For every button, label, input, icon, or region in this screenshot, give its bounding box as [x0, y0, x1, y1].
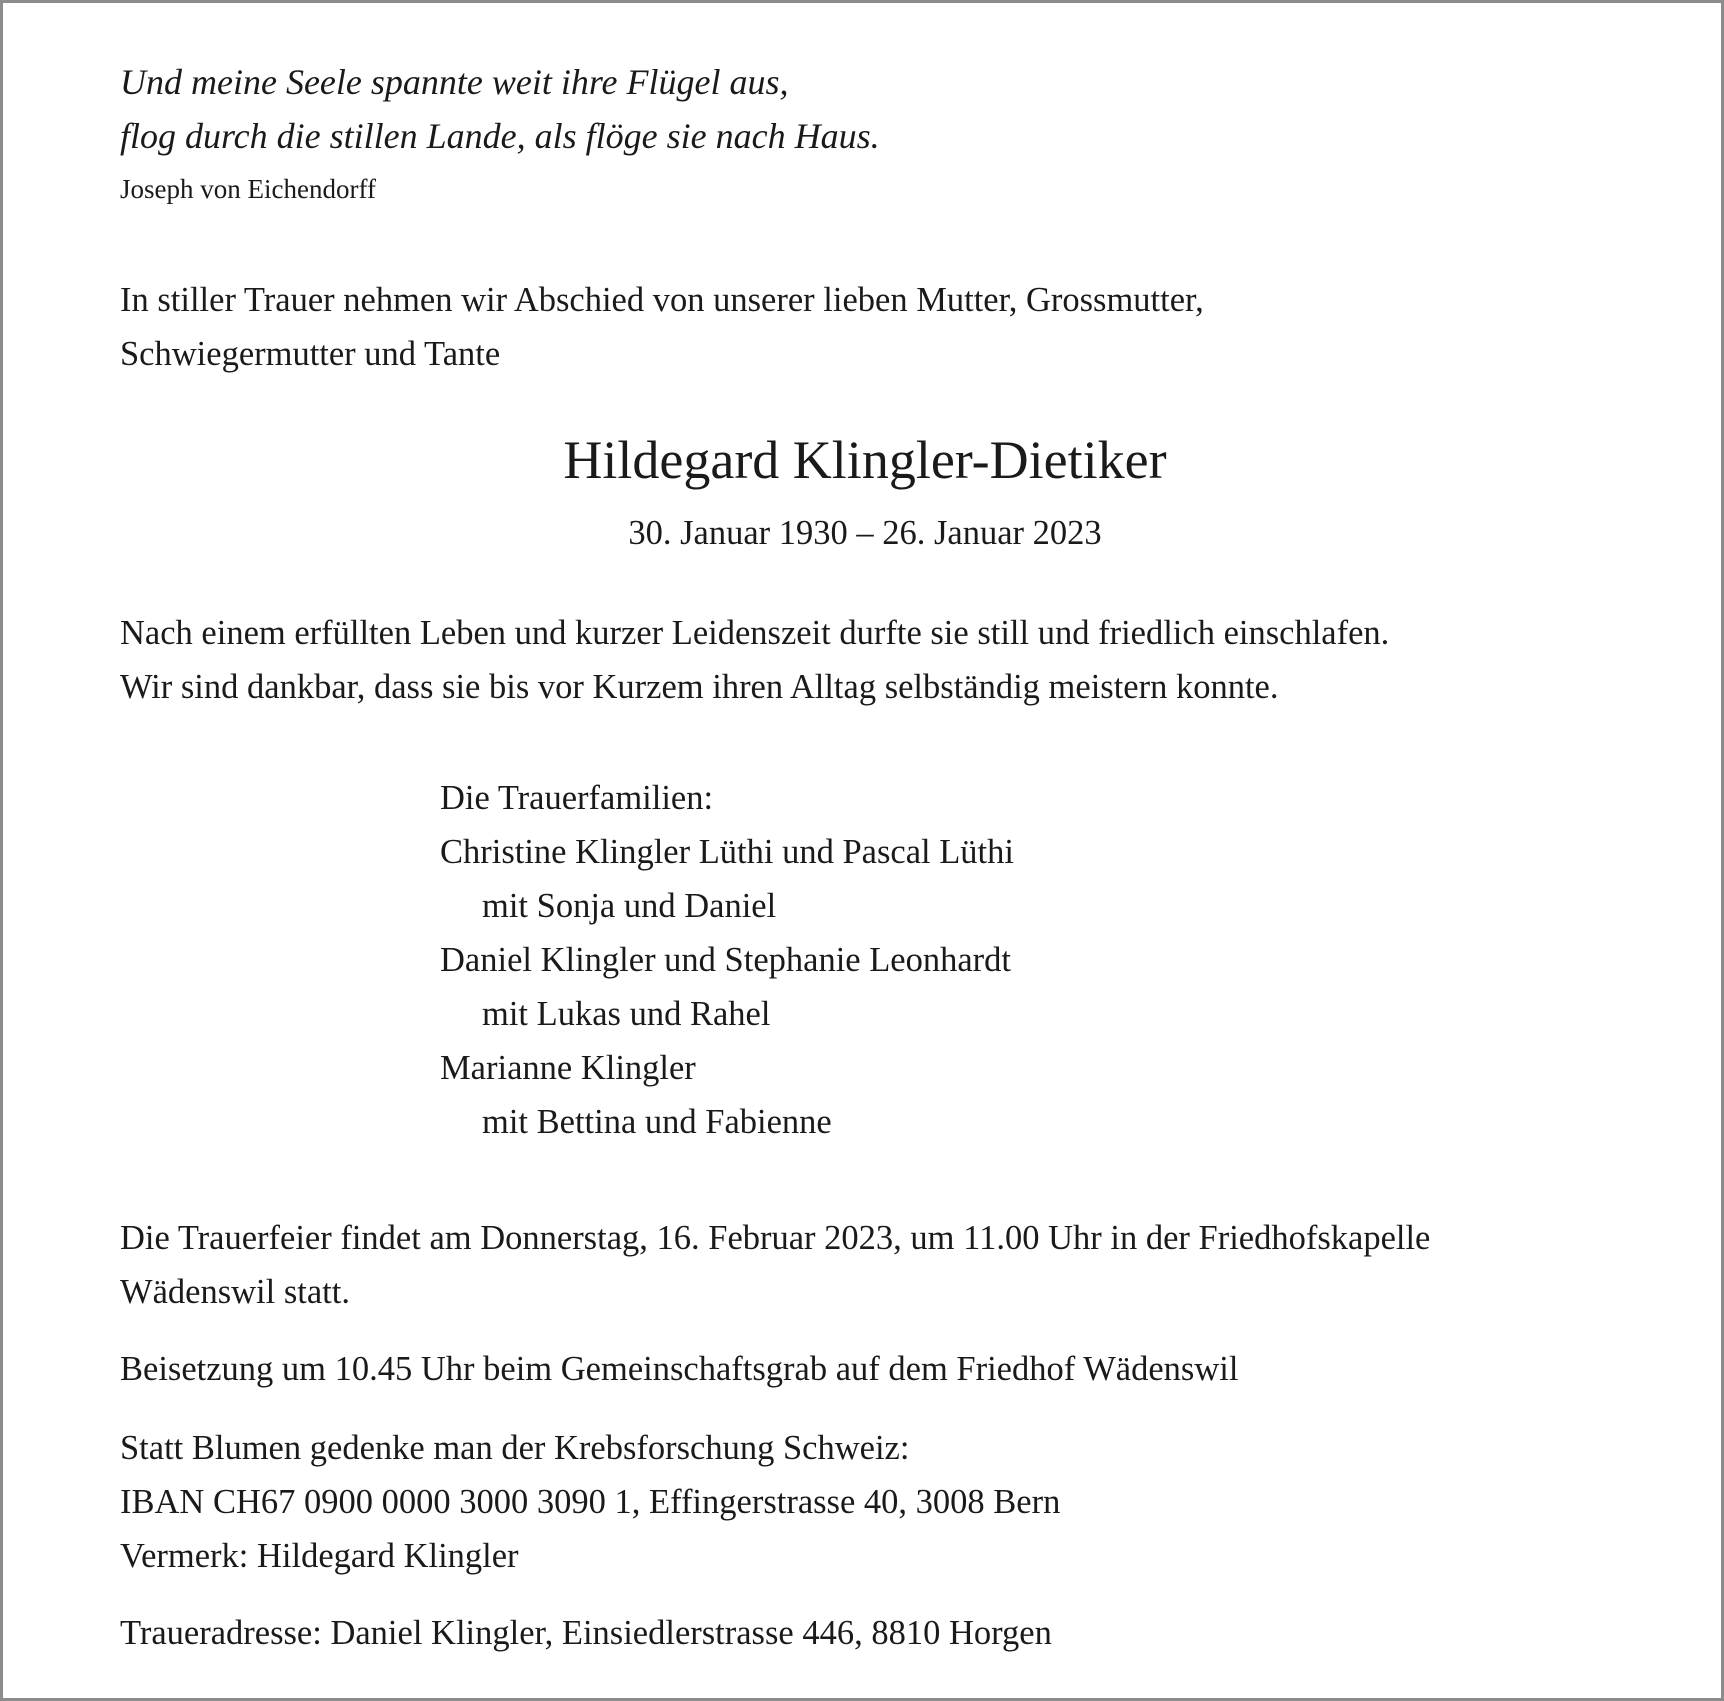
motto-quote [120, 55, 880, 163]
donation-info [120, 1421, 1060, 1583]
intro-paragraph [120, 273, 1204, 381]
family-children: mit Lukas und Rahel [482, 995, 771, 1033]
ceremony-line: Die Trauerfeier findet am Donnerstag, 16. Februar 2023, um 11.00 Uhr in der Friedhofskapelle [120, 1219, 1431, 1257]
intro-line: In stiller Trauer nehmen wir Abschied von unserer lieben Mutter, Grossmutter, [120, 281, 1204, 319]
motto-author: Joseph von Eichendorff [120, 174, 376, 204]
tribute-line: Nach einem erfüllten Leben und kurzer Leidenszeit durfte sie still und friedlich einschlafen. [120, 614, 1390, 652]
donation-iban: IBAN CH67 0900 0000 3000 3090 1, Effingerstrasse 40, 3008 Bern [120, 1483, 1061, 1521]
families-heading: Die Trauerfamilien: [440, 779, 714, 817]
motto-line: flog durch die stillen Lande, als flöge sie nach Haus. [120, 116, 880, 156]
family-names: Marianne Klingler [440, 1049, 696, 1087]
tribute-line: Wir sind dankbar, dass sie bis vor Kurzem ihren Alltag selbständig meistern konnte. [120, 668, 1279, 706]
family-children: mit Bettina und Fabienne [482, 1103, 832, 1141]
family-names: Daniel Klingler und Stephanie Leonhardt [440, 941, 1012, 979]
motto-line: Und meine Seele spannte weit ihre Flügel aus, [120, 62, 789, 102]
intro-line: Schwiegermutter und Tante [120, 335, 501, 373]
family-children: mit Sonja und Daniel [482, 887, 777, 925]
mourning-address: Traueradresse: Daniel Klingler, Einsiedlerstrasse 446, 8810 Horgen [120, 1614, 1052, 1652]
life-dates: 30. Januar 1930 – 26. Januar 2023 [628, 514, 1102, 552]
ceremony-line: Wädenswil statt. [120, 1273, 350, 1311]
ceremony-info [120, 1211, 1430, 1319]
deceased-name: Hildegard Klingler-Dietiker [563, 430, 1167, 490]
burial-info: Beisetzung um 10.45 Uhr beim Gemeinschaftsgrab auf dem Friedhof Wädenswil [120, 1350, 1239, 1388]
mourning-families [440, 771, 1014, 1149]
family-names: Christine Klingler Lüthi und Pascal Lüthi [440, 833, 1014, 871]
donation-reference: Vermerk: Hildegard Klingler [120, 1537, 519, 1575]
tribute-paragraph [120, 606, 1389, 714]
donation-line: Statt Blumen gedenke man der Krebsforschung Schweiz: [120, 1429, 910, 1467]
